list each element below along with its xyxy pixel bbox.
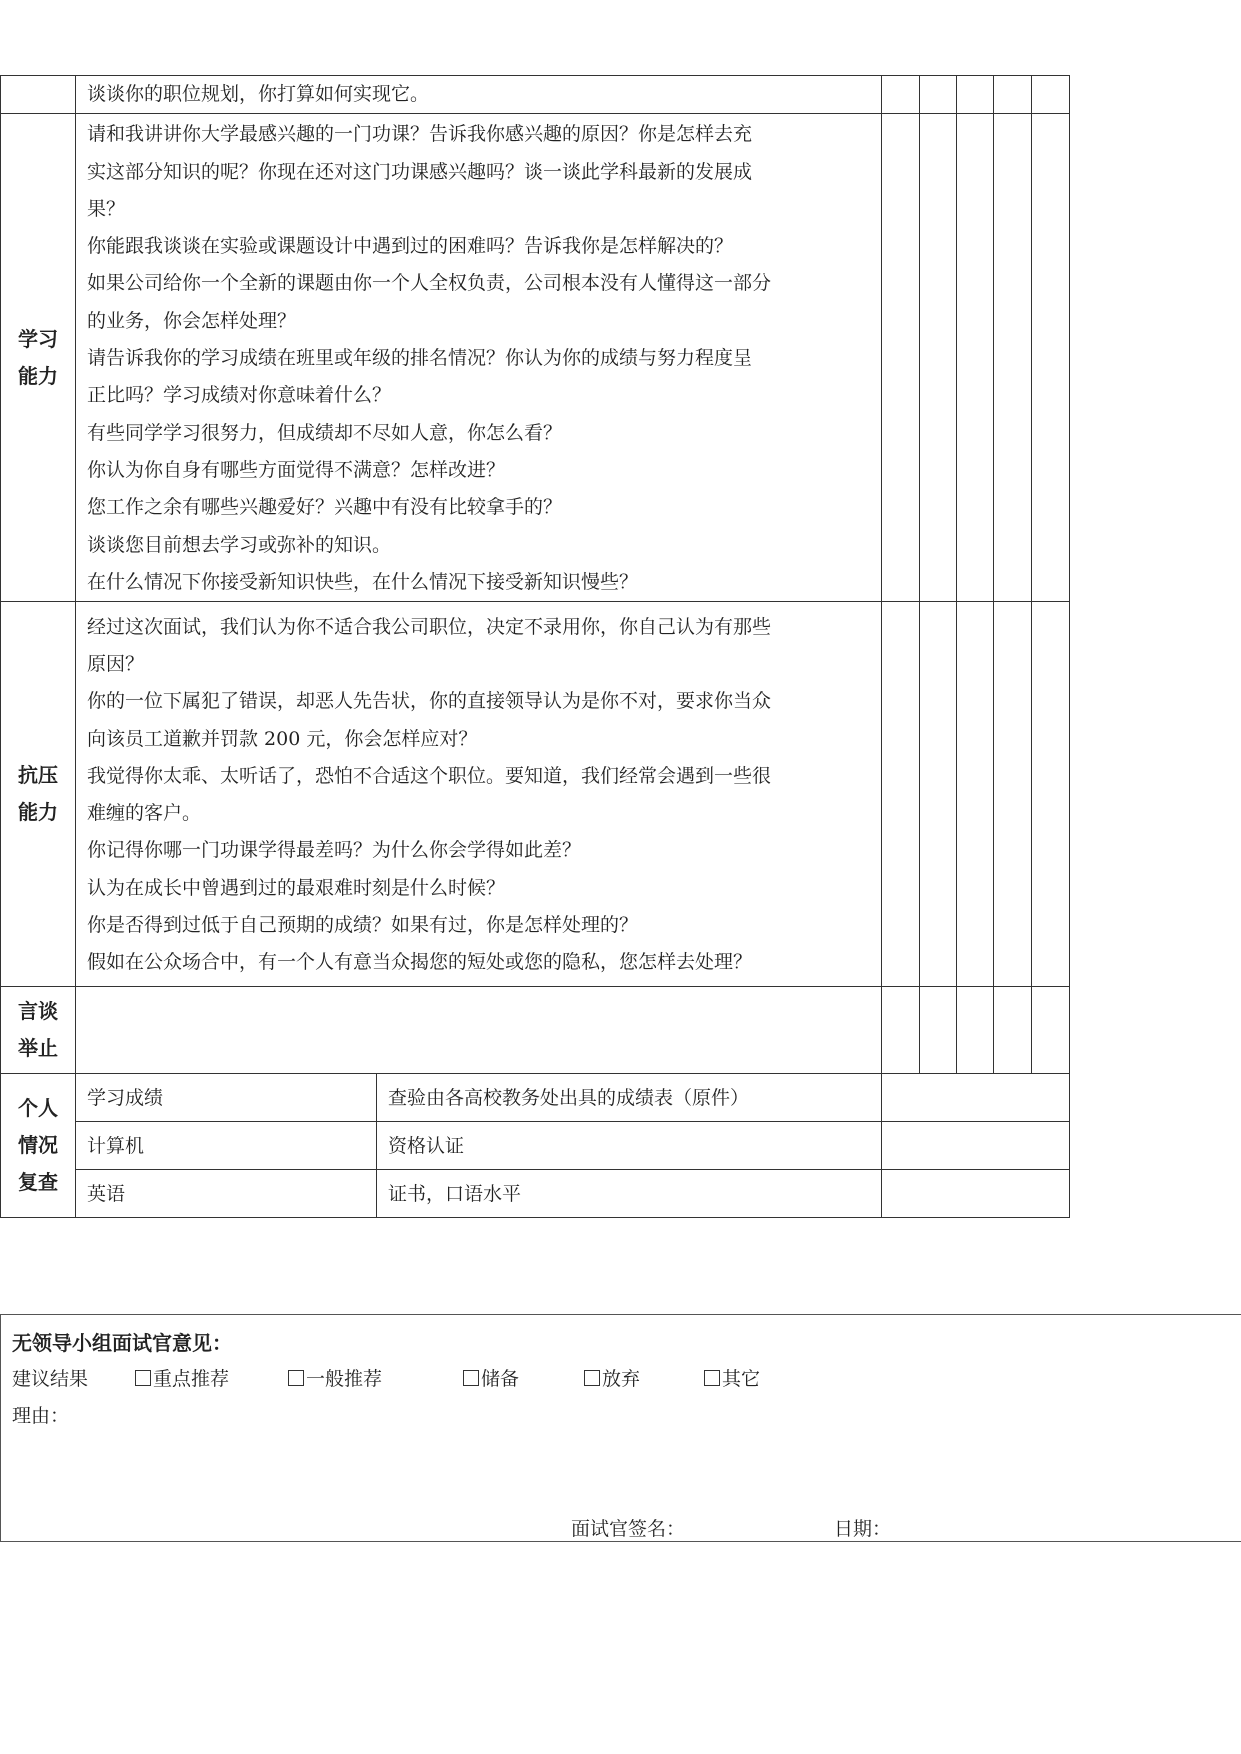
- question: 在什么情况下你接受新知识快些，在什么情况下接受新知识慢些？: [87, 570, 639, 593]
- score-cell-4[interactable]: [994, 114, 1032, 602]
- checkbox-icon[interactable]: [463, 1370, 479, 1386]
- question: 果？: [87, 197, 126, 220]
- row-review-english: [1, 1170, 1070, 1218]
- question: 实这部分知识的呢？你现在还对这门功课感兴趣吗？谈一谈此学科最新的发展成: [87, 160, 753, 183]
- review-item: 学习成绩: [76, 1074, 377, 1122]
- question: 你记得你哪一门功课学得最差吗？为什么你会学得如此差？: [87, 839, 582, 862]
- review-method: 证书，口语水平: [377, 1170, 882, 1218]
- score-cell-1[interactable]: [882, 114, 920, 602]
- checkbox-icon[interactable]: [584, 1370, 600, 1386]
- category-learning: 学习 能力: [1, 114, 76, 602]
- score-cell-5[interactable]: [1032, 76, 1070, 114]
- score-cell-2[interactable]: [920, 76, 957, 114]
- question: 认为在成长中曾遇到过的最艰难时刻是什么时候？: [87, 876, 506, 899]
- category-pressure: 抗压 能力: [1, 602, 76, 987]
- row-review-computer: [1, 1122, 1070, 1170]
- score-cell-4[interactable]: [994, 987, 1032, 1074]
- row-manner: [1, 987, 1070, 1074]
- question: 请和我讲讲你大学最感兴趣的一门功课？告诉我你感兴趣的原因？你是怎样去充: [87, 123, 753, 146]
- checkbox-icon[interactable]: [704, 1370, 720, 1386]
- question: 经过这次面试，我们认为你不适合我公司职位，决定不录用你，你自己认为有那些: [87, 615, 772, 638]
- question: 向该员工道歉并罚款 200 元，你会怎样应对？: [87, 727, 478, 750]
- category-manner: 言谈 举止: [1, 987, 76, 1074]
- question: 难缠的客户。: [87, 802, 202, 825]
- question: 您工作之余有哪些兴趣爱好？兴趣中有没有比较拿手的？: [87, 496, 563, 519]
- score-cell-5[interactable]: [1032, 602, 1070, 987]
- checkbox-icon[interactable]: [135, 1370, 151, 1386]
- option-general-recommend[interactable]: 一般推荐: [288, 1364, 382, 1391]
- date-label: 日期：: [834, 1518, 892, 1540]
- question: 正比吗？学习成绩对你意味着什么？: [87, 384, 392, 407]
- question: 有些同学学习很努力，但成绩却不尽如人意，你怎么看？: [87, 421, 563, 444]
- reason-label: 理由：: [12, 1405, 70, 1427]
- question: 请告诉我你的学习成绩在班里或年级的排名情况？你认为你的成绩与努力程度呈: [87, 347, 753, 370]
- question: 原因？: [87, 652, 145, 675]
- question: 你是否得到过低于自己预期的成绩？如果有过，你是怎样处理的？: [87, 914, 639, 937]
- signature-label: 面试官签名：: [571, 1518, 686, 1540]
- score-cell-3[interactable]: [957, 602, 994, 987]
- evaluation-table: [0, 75, 1070, 1218]
- checkbox-icon[interactable]: [288, 1370, 304, 1386]
- score-cell-3[interactable]: [957, 114, 994, 602]
- score-cell-4[interactable]: [994, 76, 1032, 114]
- score-cell-2[interactable]: [920, 114, 957, 602]
- manner-notes-cell[interactable]: [76, 987, 882, 1074]
- row-review-grades: [1, 1074, 1070, 1122]
- question: 的业务，你会怎样处理？: [87, 309, 297, 332]
- row-learning: [1, 114, 1070, 602]
- review-result-cell[interactable]: [882, 1122, 1070, 1170]
- question: 如果公司给你一个全新的课题由你一个人全权负责，公司根本没有人懂得这一部分: [87, 272, 772, 295]
- score-cell-1[interactable]: [882, 987, 920, 1074]
- score-cell-3[interactable]: [957, 987, 994, 1074]
- question: 你认为你自身有哪些方面觉得不满意？怎样改进？: [87, 458, 506, 481]
- question: 你的一位下属犯了错误，却恶人先告状，你的直接领导认为是你不对，要求你当众: [87, 690, 772, 713]
- review-result-cell[interactable]: [882, 1170, 1070, 1218]
- questions-career: [76, 76, 882, 114]
- review-result-cell[interactable]: [882, 1074, 1070, 1122]
- score-cell-2[interactable]: [920, 987, 957, 1074]
- score-cell-5[interactable]: [1032, 987, 1070, 1074]
- score-cell-4[interactable]: [994, 602, 1032, 987]
- review-item: 英语: [76, 1170, 377, 1218]
- question: 假如在公众场合中，有一个人有意当众揭您的短处或您的隐私，您怎样去处理？: [87, 951, 753, 974]
- questions-learning: [76, 114, 882, 602]
- score-cell-1[interactable]: [882, 76, 920, 114]
- score-cell-5[interactable]: [1032, 114, 1070, 602]
- review-item: 计算机: [76, 1122, 377, 1170]
- result-label: 建议结果: [12, 1368, 89, 1390]
- verdict-title: 无领导小组面试官意见：: [12, 1331, 232, 1355]
- question: 谈谈您目前想去学习或弥补的知识。: [87, 533, 392, 556]
- interviewer-verdict-box: [0, 1314, 1241, 1542]
- question: 谈谈你的职位规划，你打算如何实现它。: [87, 83, 430, 105]
- row-career: [1, 76, 1070, 114]
- category-review: 个人 情况 复查: [1, 1074, 76, 1218]
- review-method: 资格认证: [377, 1122, 882, 1170]
- option-reserve[interactable]: 储备: [463, 1364, 519, 1391]
- option-key-recommend[interactable]: 重点推荐: [135, 1364, 229, 1391]
- category-career: [1, 76, 76, 114]
- row-pressure: [1, 602, 1070, 987]
- score-cell-1[interactable]: [882, 602, 920, 987]
- option-abandon[interactable]: 放弃: [584, 1364, 640, 1391]
- option-other[interactable]: 其它: [704, 1364, 760, 1391]
- review-method: 查验由各高校教务处出具的成绩表（原件）: [377, 1074, 882, 1122]
- score-cell-2[interactable]: [920, 602, 957, 987]
- questions-pressure: [76, 602, 882, 987]
- question: 我觉得你太乖、太听话了，恐怕不合适这个职位。要知道，我们经常会遇到一些很: [87, 764, 772, 787]
- score-cell-3[interactable]: [957, 76, 994, 114]
- question: 你能跟我谈谈在实验或课题设计中遇到过的困难吗？告诉我你是怎样解决的？: [87, 235, 734, 258]
